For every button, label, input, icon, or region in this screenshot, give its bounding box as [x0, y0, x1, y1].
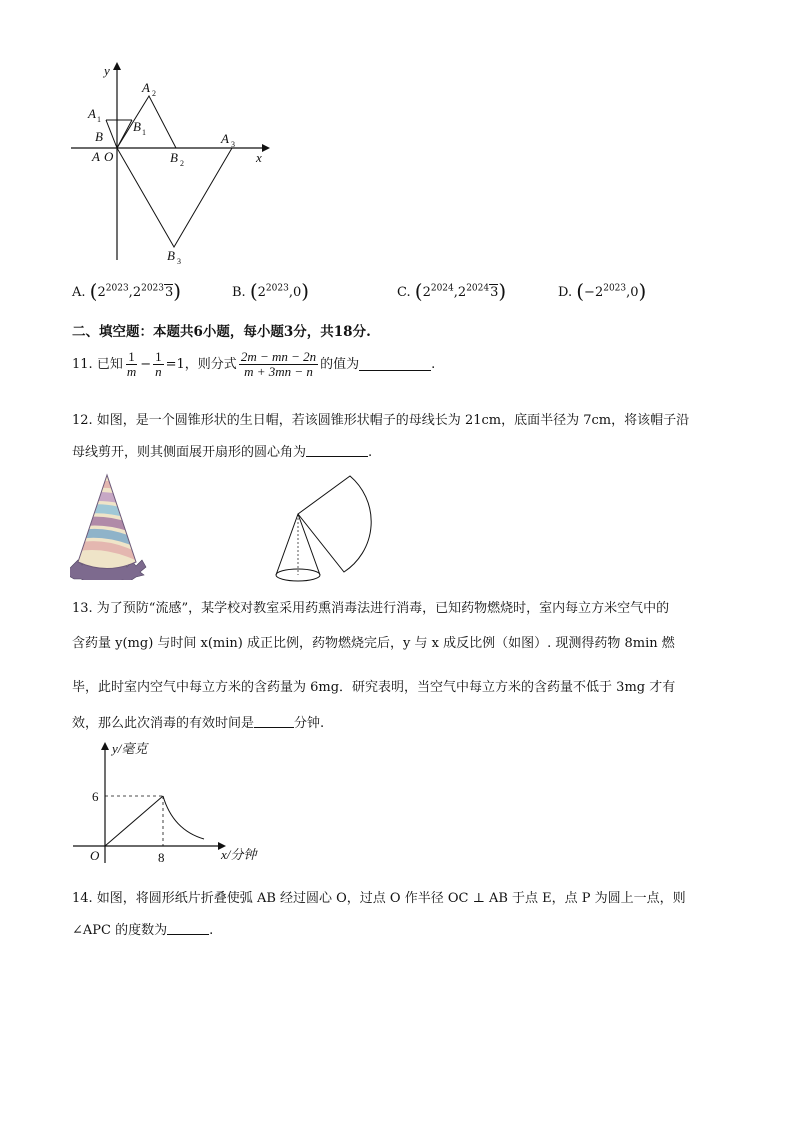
graph-x-label: x/分钟 — [221, 847, 257, 862]
fraction-expression: $\frac{2m - mn - 2n}{m + 3mn - n}$ — [240, 349, 317, 380]
figure-zigzag — [66, 60, 276, 275]
svg-text:2: 2 — [152, 89, 156, 98]
answer-blank-12[interactable] — [306, 444, 368, 457]
question-13-line2: 含药量 y(mg) 与时间 x(min) 成正比例，药物燃烧完后，y 与 x 成反比例（如图）. 现测得药物 8min 燃 — [72, 636, 675, 651]
question-12-line2: 母线剪开，则其侧面展开扇形的圆心角为 . — [72, 445, 373, 460]
svg-text:3: 3 — [177, 257, 181, 266]
label-o: O — [104, 149, 114, 164]
cone-sector-diagram — [268, 472, 378, 587]
choice-a[interactable]: A. $(2^{2023},2^{2023}3)$ — [72, 279, 182, 303]
choice-c[interactable]: C. $(2^{2024},2^{2024}3)$ — [397, 279, 507, 303]
question-11: 11. 已知 $\frac{1}{m}$ − $\frac{1}{n}$ =1，则分式 $\frac{2m - mn - 2n}{m + 3mn - n}$ 的值为 . — [72, 349, 436, 380]
label-a3: A — [221, 131, 229, 146]
fraction-1-over-n: $\frac{1}{n}$ — [155, 349, 162, 380]
section-header: 二、填空题：本题共6小题，每小题3分，共18分. — [72, 324, 371, 340]
graph-origin: O — [90, 848, 100, 863]
question-13-line1: 13. 为了预防“流感”，某学校对教室采用药熏消毒法进行消毒，已知药物燃烧时，室内每立方米空气中的 — [72, 601, 670, 616]
graph-y-tick: 6 — [92, 789, 99, 804]
label-b1: B — [133, 119, 141, 134]
fraction-1-over-m: $\frac{1}{m}$ — [126, 349, 137, 380]
question-14-line2: ∠APC 的度数为 . — [72, 923, 214, 938]
question-13-line3: 毕，此时室内空气中每立方米的含药量为 6mg．研究表明，当空气中每立方米的含药量不低于 3mg 才有 — [72, 680, 676, 695]
choice-b[interactable]: B. $(2^{2023},0)$ — [232, 279, 310, 303]
y-axis-label: y — [104, 63, 110, 78]
label-b: B — [95, 129, 103, 144]
svg-text:2: 2 — [180, 159, 184, 168]
svg-text:3: 3 — [231, 140, 235, 149]
answer-blank-14[interactable] — [167, 922, 209, 935]
answer-blank-13[interactable] — [254, 715, 294, 728]
svg-text:1: 1 — [142, 128, 146, 137]
label-a1: A — [88, 106, 96, 121]
question-13-line4: 效，那么此次消毒的有效时间是 分钟. — [72, 716, 325, 731]
figure-dosage-graph — [68, 738, 278, 868]
question-12-line1: 12. 如图，是一个圆锥形状的生日帽，若该圆锥形状帽子的母线长为 21cm，底面半径为 7cm，将该帽子沿 — [72, 413, 690, 428]
answer-blank-11[interactable] — [359, 358, 431, 371]
graph-y-label: y/毫克 — [112, 741, 148, 756]
question-14-line1: 14. 如图，将圆形纸片折叠使弧 AB 经过圆心 O，过点 O 作半径 OC ⊥ AB 于点 E，点 P 为圆上一点，则 — [72, 891, 686, 906]
party-hat-image — [70, 470, 170, 580]
choice-d[interactable]: D. $(-2^{2023},0)$ — [558, 279, 647, 303]
label-b2: B — [170, 150, 178, 165]
x-axis-label: x — [256, 150, 262, 165]
label-b3: B — [167, 248, 175, 263]
label-a2: A — [142, 80, 150, 95]
graph-x-tick: 8 — [158, 850, 165, 865]
svg-text:1: 1 — [97, 115, 101, 124]
label-a: A — [92, 149, 100, 164]
